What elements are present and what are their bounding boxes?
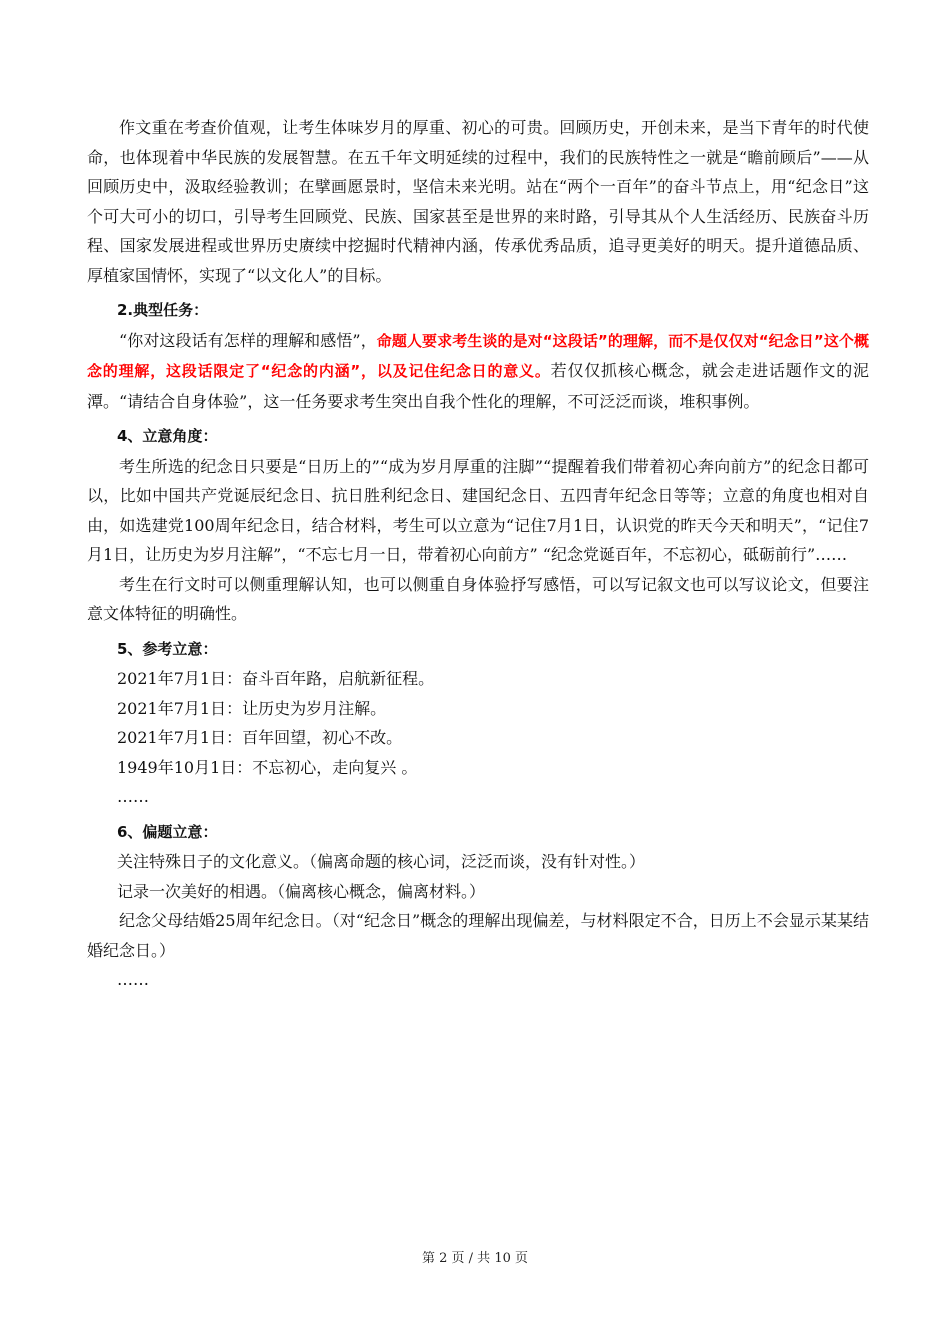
paragraph-value-analysis: 作文重在考查价值观，让考生体味岁月的厚重、初心的可贵。回顾历史，开创未来，是当下青年的时代使命，也体现着中华民族的发展智慧。在五千年文明延续的过程中，我们的民族特性之一就是“瞻前顾后”——从回顾历史中，汲取经验教训；在擘画愿景时，坚信未来光明。站在“两个一百年”的奋斗节点上，用“纪念日”这个可大可小的切口，引导考生回顾党、民族、国家甚至是世界的来时路，引导其从个人生活经历、民族奋斗历程、国家发展进程或世界历史赓续中挖掘时代精神内涵，传承优秀品质，追寻更美好的明天。提升道德品质、厚植家国情怀，实现了“以文化人”的目标。 [87, 118, 869, 285]
page-number: 第 2 页 / 共 10 页 [422, 1251, 528, 1266]
reference-theme-2: 2021年7月1日：让历史为岁月注解。 [117, 698, 387, 718]
heading-reference-themes: 5、参考立意： [117, 639, 218, 658]
task-quote: “你对这段话有怎样的理解和感悟”， [119, 330, 377, 350]
heading-off-topic-themes: 6、偏题立意： [117, 822, 218, 841]
paragraph-writing-style: 考生在行文时可以侧重理解认知，也可以侧重自身体验抒写感悟，可以写记叙文也可以写议论文，但要注意文体特征的明确性。 [87, 574, 869, 623]
off-topic-ellipsis: …… [117, 970, 149, 989]
highlighted-requirement: 命题人要求考生谈的是对“这段话”的理解，而不是仅仅对“纪念日”这个概念的理解，这段话限定了“纪念的内涵”，以及记住纪念日的意义。 [87, 331, 869, 380]
reference-theme-4: 1949年10月1日：不忘初心，走向复兴 。 [117, 757, 418, 777]
paragraph-theme-angle: 考生所选的纪念日只要是“日历上的”“成为岁月厚重的注脚”“提醒着我们带着初心奔向前方”的纪念日都可以，比如中国共产党诞辰纪念日、抗日胜利纪念日、建国纪念日、五四青年纪念日等等；立意的角度也相对自由，如选建党100周年纪念日，结合材料，考生可以立意为“记住7月1日，认识党的昨天今天和明天”，“记住7月1日，让历史为岁月注解”，“不忘七月一日，带着初心向前方” “纪念党诞百年，不忘初心，砥砺前行”…… [87, 456, 869, 564]
reference-theme-1: 2021年7月1日：奋斗百年路，启航新征程。 [117, 669, 435, 688]
task-explanation: 若仅仅抓核心概念，就会走进话题作文的泥潭。“请结合自身体验”，这一任务要求考生突出自我个性化的理解，不可泛泛而谈，堆积事例。 [87, 361, 869, 411]
heading-theme-angle: 4、立意角度： [117, 427, 218, 445]
off-topic-theme-1: 关注特殊日子的文化意义。（偏离命题的核心词，泛泛而谈，没有针对性。） [117, 852, 646, 871]
off-topic-theme-3: 纪念父母结婚25周年纪念日。（对“纪念日”概念的理解出现偏差，与材料限定不合，日历上不会显示某某结婚纪念日。） [87, 911, 869, 960]
off-topic-theme-2: 记录一次美好的相遇。（偏离核心概念，偏离材料。） [117, 881, 486, 901]
heading-typical-task: 2.典型任务： [117, 301, 209, 319]
reference-ellipsis: …… [117, 787, 149, 806]
paragraph-typical-task [87, 326, 869, 417]
document-body [87, 113, 869, 995]
reference-theme-3: 2021年7月1日：百年回望，初心不改。 [117, 728, 403, 747]
